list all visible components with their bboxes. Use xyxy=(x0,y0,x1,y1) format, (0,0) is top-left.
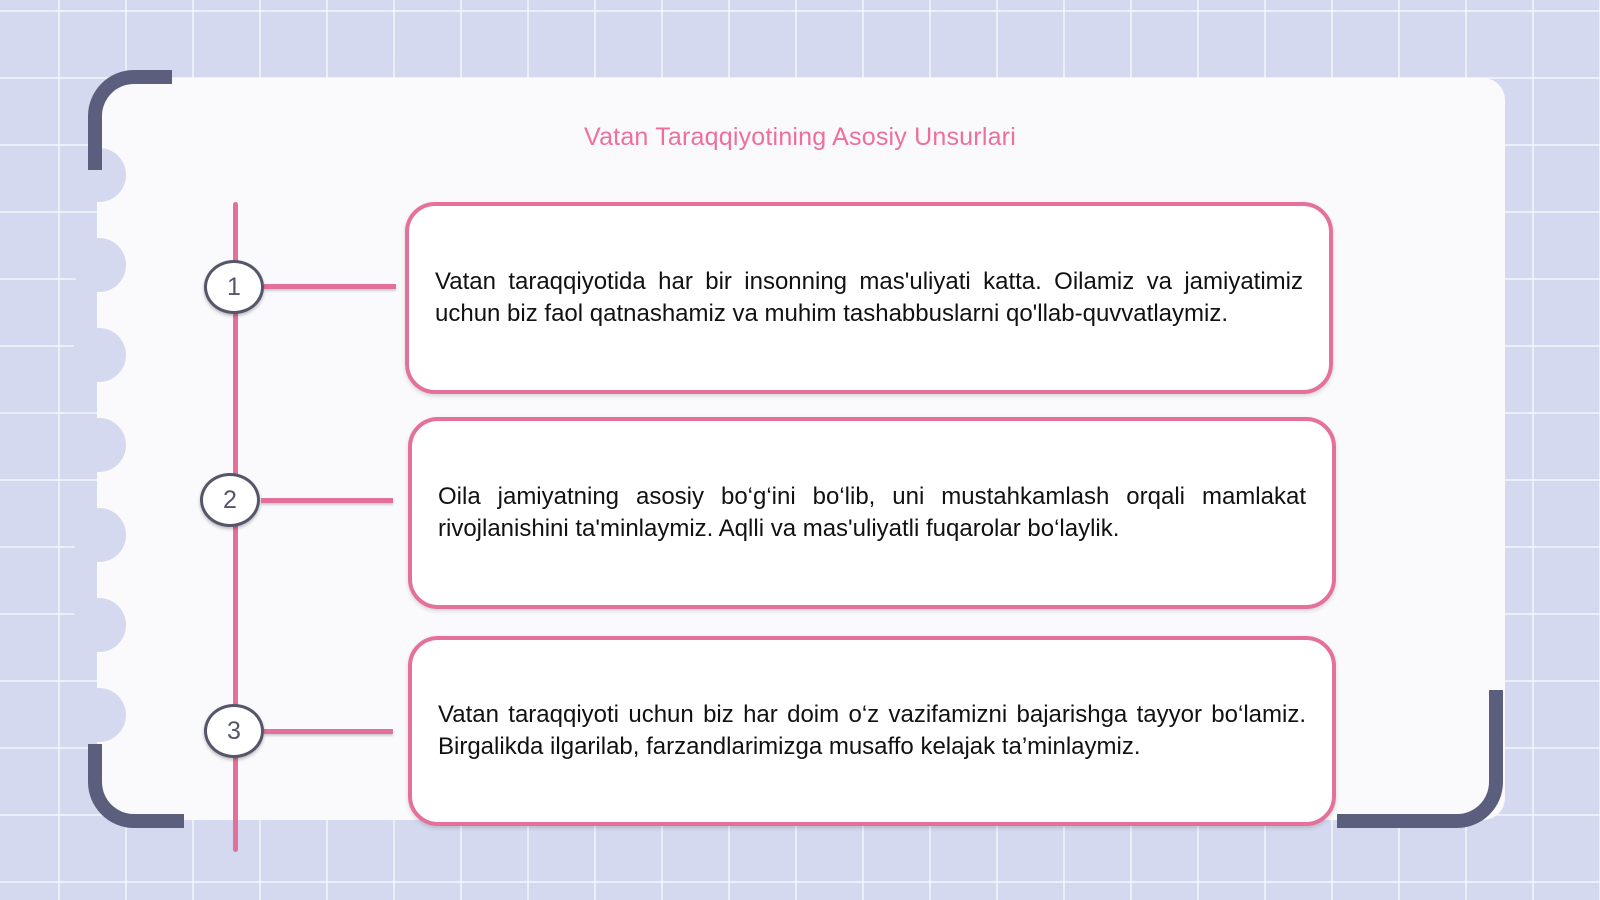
step-number: 2 xyxy=(223,485,237,514)
paper-notch xyxy=(72,598,126,652)
paper-notch xyxy=(72,688,126,742)
step-text: Vatan taraqqiyotida har bir insonning mas'uliyati katta. Oilamiz va jamiyatimiz uchun biz faol qatnashamiz va muhim tashabbuslarni qo'llab-quvvatlaymiz. xyxy=(435,268,1303,327)
paper-notch xyxy=(72,328,126,382)
step-text: Oila jamiyatning asosiy bo‘g‘ini bo‘lib, uni mustahkamlash orqali mamlakat rivojlanishini ta'minlaymiz. Aqlli va mas'uliyatli fuqarolar bo‘laylik. xyxy=(438,483,1306,542)
step-connector xyxy=(264,284,396,289)
step-card xyxy=(408,417,1336,609)
corner-bracket-bottom-right xyxy=(1337,690,1503,828)
paper-notch xyxy=(72,508,126,562)
slide-title: Vatan Taraqqiyotining Asosiy Unsurlari xyxy=(584,123,1016,151)
step-card xyxy=(408,636,1336,826)
step-number-circle xyxy=(204,704,264,758)
step-text: Vatan taraqqiyoti uchun biz har doim o‘z vazifamizni bajarishga tayyor bo‘lamiz. Birgalikda ilgarilab, farzandlarimizga musaffo kelajak ta’minlaymiz. xyxy=(438,701,1306,760)
step-connector xyxy=(264,729,393,734)
step-number: 3 xyxy=(227,716,241,745)
step-number: 1 xyxy=(227,272,241,301)
paper-notch xyxy=(72,418,126,472)
step-connector xyxy=(261,498,393,503)
step-number-circle xyxy=(204,260,264,314)
paper-notch xyxy=(72,238,126,292)
step-number-circle xyxy=(200,473,260,527)
corner-bracket-bottom-left xyxy=(88,744,184,828)
corner-bracket-top-left xyxy=(88,70,172,170)
step-card xyxy=(405,202,1333,394)
